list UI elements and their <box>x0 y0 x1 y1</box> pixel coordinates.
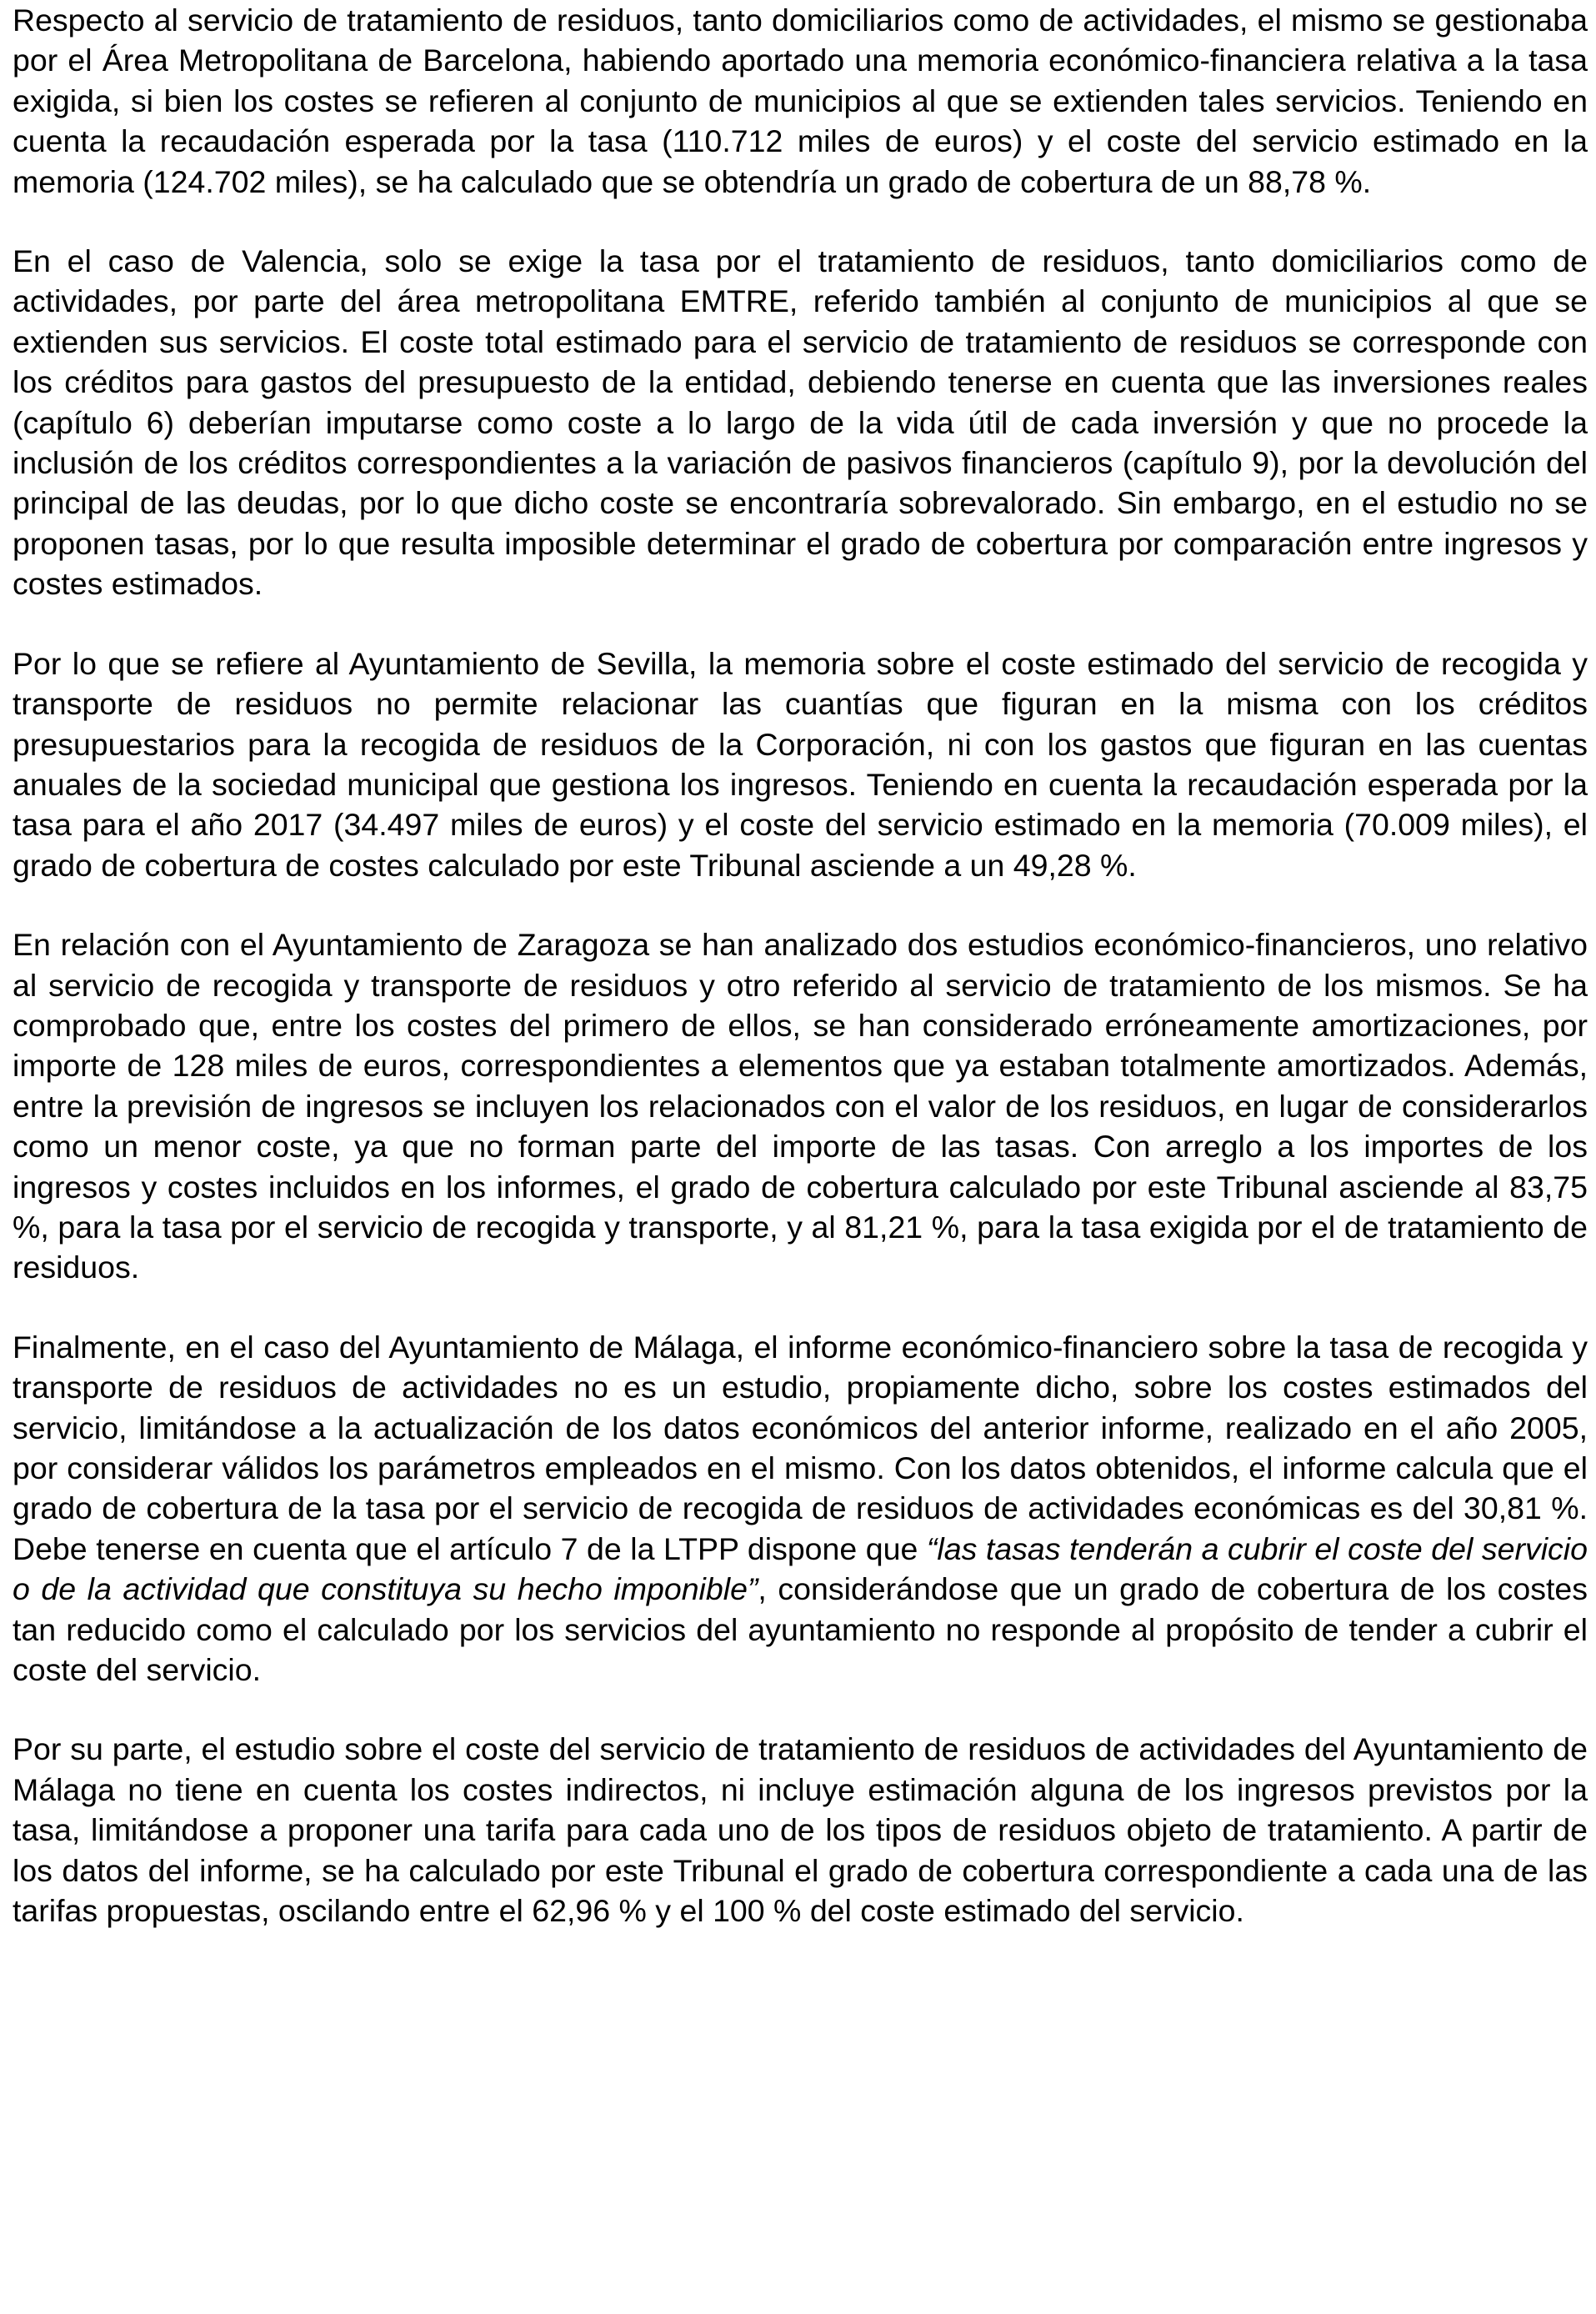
document-page <box>13 0 1588 1970</box>
paragraph-barcelona: Respecto al servicio de tratamiento de residuos, tanto domiciliarios como de actividades, el mismo se gestionaba por el Área Metropolitana de Barcelona, habiendo aportado una memoria económico-financiera relativa a la tasa exigida, si bien los costes se refieren al conjunto de municipios al que se extienden tales servicios. Teniendo en cuenta la recaudación esperada por la tasa (110.712 miles de euros) y el coste del servicio estimado en la memoria (124.702 miles), se ha calculado que se obtendría un grado de cobertura de un 88,78 %. <box>13 3 1588 199</box>
paragraph-malaga-collection <box>13 1327 1588 1690</box>
paragraph-valencia: En el caso de Valencia, solo se exige la tasa por el tratamiento de residuos, tanto domiciliarios como de actividades, por parte del área metropolitana EMTRE, referido también al conjunto de municipios al que se extienden sus servicios. El coste total estimado para el servicio de tratamiento de residuos se corresponde con los créditos para gastos del presupuesto de la entidad, debiendo tenerse en cuenta que las inversiones reales (capítulo 6) deberían imputarse como coste a lo largo de la vida útil de cada inversión y que no procede la inclusión de los créditos correspondientes a la variación de pasivos financieros (capítulo 9), por la devolución del principal de las deudas, por lo que dicho coste se encontraría sobrevalorado. Sin embargo, en el estudio no se proponen tasas, por lo que resulta imposible determinar el grado de cobertura por comparación entre ingresos y costes estimados. <box>13 243 1588 602</box>
paragraph-malaga-treatment: Por su parte, el estudio sobre el coste del servicio de tratamiento de residuos de actividades del Ayuntamiento de Málaga no tiene en cuenta los costes indirectos, ni incluye estimación alguna de los ingresos previstos por la tasa, limitándose a proponer una tarifa para cada uno de los tipos de residuos objeto de tratamiento. A partir de los datos del informe, se ha calculado por este Tribunal el grado de cobertura correspondiente a cada una de las tarifas propuestas, oscilando entre el 62,96 % y el 100 % del coste estimado del servicio. <box>13 1731 1588 1929</box>
paragraph-zaragoza: En relación con el Ayuntamiento de Zaragoza se han analizado dos estudios económico-financieros, uno relativo al servicio de recogida y transporte de residuos y otro referido al servicio de tratamiento de los mismos. Se ha comprobado que, entre los costes del primero de ellos, se han considerado erróneamente amortizaciones, por importe de 128 miles de euros, correspondientes a elementos que ya estaban totalmente amortizados. Además, entre la previsión de ingresos se incluyen los relacionados con el valor de los residuos, en lugar de considerarlos como un menor coste, ya que no forman parte del importe de las tasas. Con arreglo a los importes de los ingresos y costes incluidos en los informes, el grado de cobertura calculado por este Tribunal asciende al 83,75 %, para la tasa por el servicio de recogida y transporte, y al 81,21 %, para la tasa exigida por el de tratamiento de residuos. <box>13 927 1588 1285</box>
malaga-text-after-quote: , considerándose que un grado de cobertura de los costes tan reducido como el calculado por los servicios del ayuntamiento no responde al propósito de tender a cubrir el coste del servicio. <box>13 1571 1588 1688</box>
ltpp-article-7-quote: “las tasas tenderán a cubrir el coste del servicio o de la actividad que constituya su hecho imponible” <box>13 1530 1588 1607</box>
malaga-text-before-quote: Finalmente, en el caso del Ayuntamiento de Málaga, el informe económico-financiero sobre la tasa de recogida y transporte de residuos de actividades no es un estudio, propiamente dicho, sobre los costes estimados del servicio, limitándose a la actualización de los datos económicos del anterior informe, realizado en el año 2005, por considerar válidos los parámetros empleados en el mismo. Con los datos obtenidos, el informe calcula que el grado de cobertura de la tasa por el servicio de recogida de residuos de actividades económicas es del 30,81 %. Debe tenerse en cuenta que el artículo 7 de la LTPP dispone que <box>13 1329 1588 1566</box>
paragraph-sevilla: Por lo que se refiere al Ayuntamiento de Sevilla, la memoria sobre el coste estimado del servicio de recogida y transporte de residuos no permite relacionar las cuantías que figuran en la misma con los créditos presupuestarios para la recogida de residuos de la Corporación, ni con los gastos que figuran en las cuentas anuales de la sociedad municipal que gestiona los ingresos. Teniendo en cuenta la recaudación esperada por la tasa para el año 2017 (34.497 miles de euros) y el coste del servicio estimado en la memoria (70.009 miles), el grado de cobertura de costes calculado por este Tribunal asciende a un 49,28 %. <box>13 645 1588 883</box>
